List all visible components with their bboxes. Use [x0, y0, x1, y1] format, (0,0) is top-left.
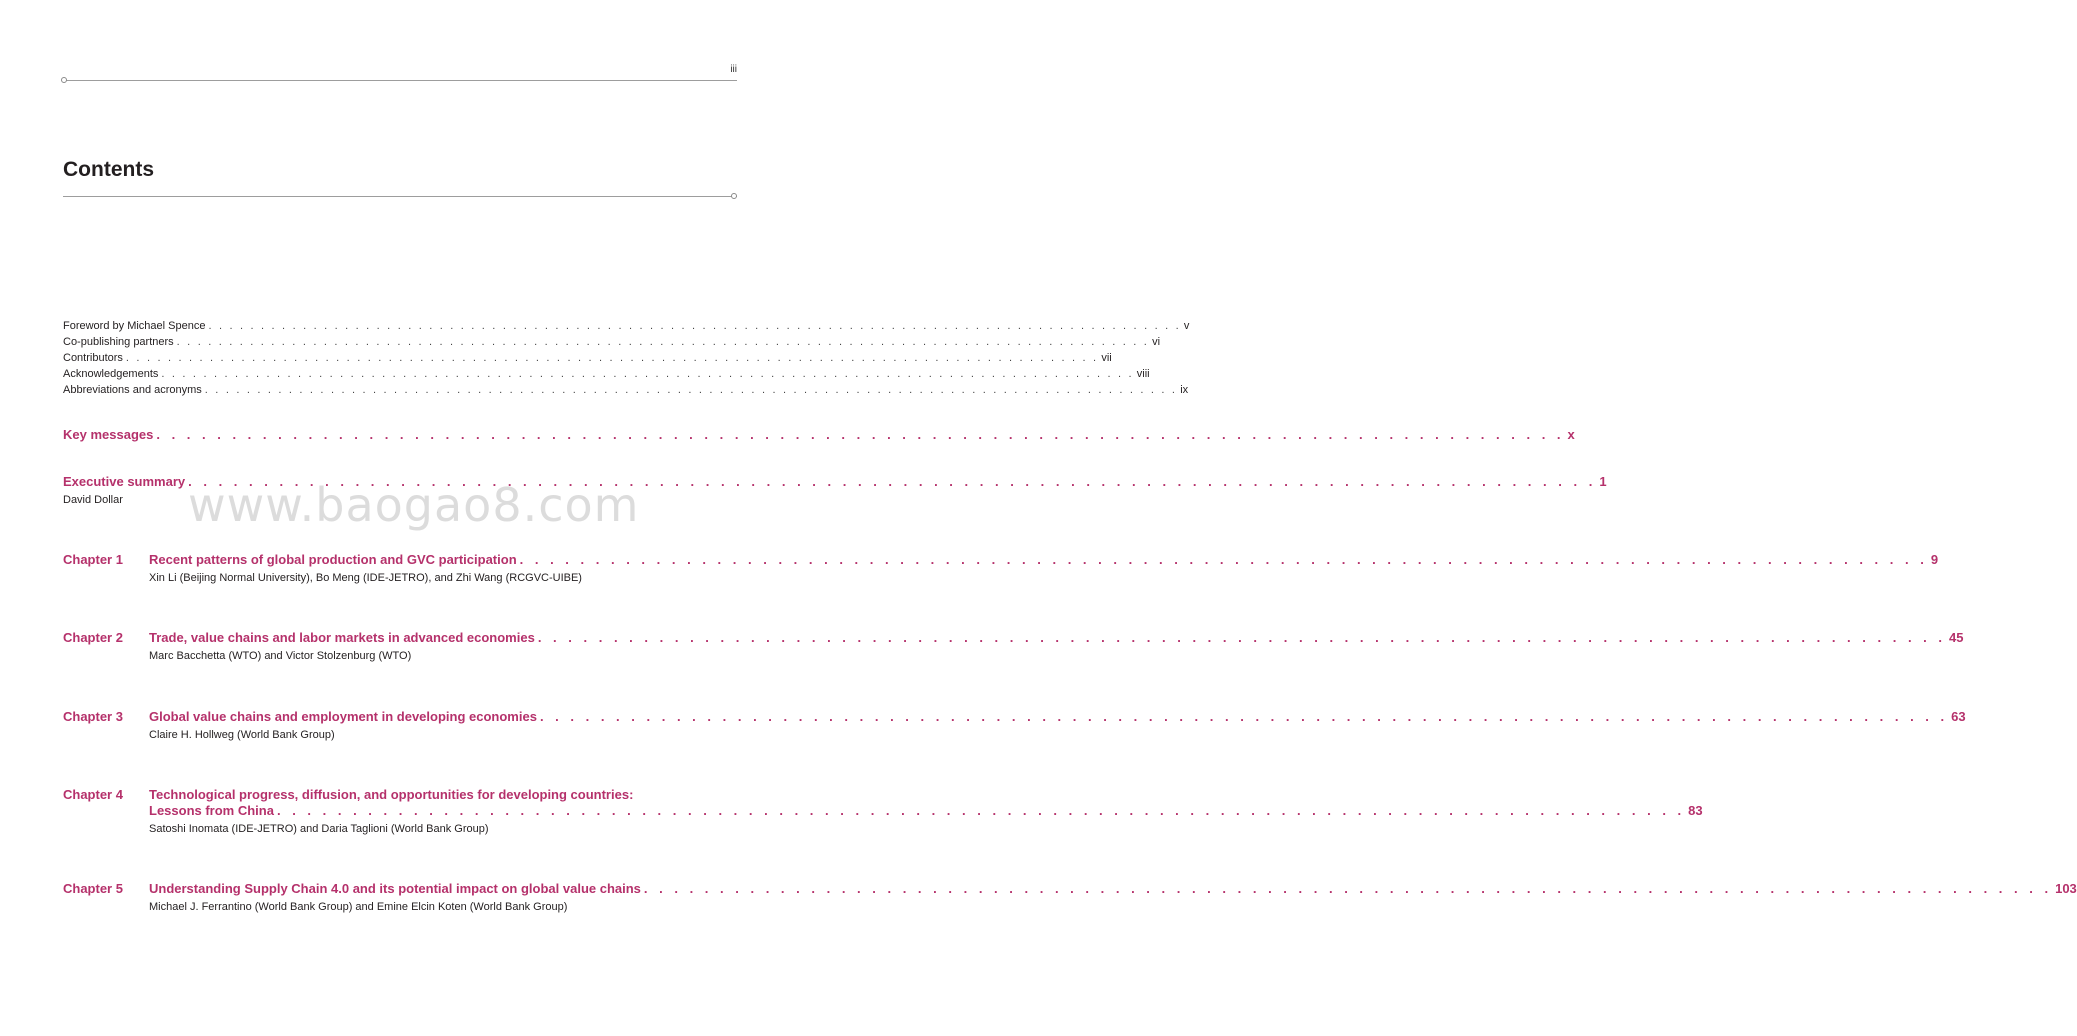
chapter-label: Chapter 1 [63, 552, 123, 567]
toc-entry-page: vi [1152, 336, 1161, 348]
toc-entry-label: Contributors [63, 352, 123, 364]
toc-section-page: 1 [1599, 474, 1607, 489]
page-title: Contents [63, 158, 154, 181]
toc-leader: . . . . . . . . . . . . . . . . . . . . . . . . . . . . . . . . . . . . . . . . . . . . . . . . . . . . . . . . . . . . . . . . . . . . . . . . . . . . . . . . . . . . . . . . . . . . . [276, 803, 1686, 818]
toc-chapter-2[interactable] [63, 630, 1964, 664]
toc-leader: . . . . . . . . . . . . . . . . . . . . . . . . . . . . . . . . . . . . . . . . . . . . . . . . . . . . . . . . . . . . . . . . . . . . . . . . . . . . . . . . . . . . . . . . . . . . . [537, 630, 1947, 645]
page-number: iii [730, 64, 737, 75]
toc-section-author: David Dollar [63, 494, 123, 506]
toc-section-label: Executive summary [63, 474, 186, 489]
toc-entry-foreword[interactable] [63, 318, 1190, 334]
title-rule [63, 196, 737, 197]
toc-entry-acknowledgements[interactable] [63, 366, 1150, 382]
header-rule-end-dot [61, 77, 67, 83]
toc-entry-page: vii [1101, 352, 1112, 364]
toc-leader: . . . . . . . . . . . . . . . . . . . . . . . . . . . . . . . . . . . . . . . . . . . . . . . . . . . . . . . . . . . . . . . . . . . . . . . . . . . . . . . . . . . . . . . . . . . . . [204, 384, 1178, 396]
chapter-title: Recent patterns of global production and GVC participation [149, 552, 517, 567]
chapter-authors: Claire H. Hollweg (World Bank Group) [149, 729, 335, 741]
toc-chapter-5[interactable] [63, 881, 2077, 915]
chapter-label: Chapter 2 [63, 630, 123, 645]
toc-section-label: Key messages [63, 427, 154, 442]
chapter-title: Global value chains and employment in developing economies [149, 709, 537, 724]
chapter-authors: Satoshi Inomata (IDE-JETRO) and Daria Taglioni (World Bank Group) [149, 823, 489, 835]
toc-leader: . . . . . . . . . . . . . . . . . . . . . . . . . . . . . . . . . . . . . . . . . . . . . . . . . . . . . . . . . . . . . . . . . . . . . . . . . . . . . . . . . . . . . . . . . . . . . [519, 552, 1928, 567]
chapter-title: Technological progress, diffusion, and opportunities for developing countries: [149, 787, 634, 802]
toc-chapter-3[interactable] [63, 709, 1966, 743]
chapter-title-continued: Lessons from China [149, 803, 274, 818]
front-matter-list [63, 318, 1190, 398]
toc-entry-label: Foreword by Michael Spence [63, 320, 206, 332]
chapter-page: 103 [2055, 881, 2077, 896]
chapter-title: Understanding Supply Chain 4.0 and its potential impact on global value chains [149, 881, 641, 896]
toc-leader: . . . . . . . . . . . . . . . . . . . . . . . . . . . . . . . . . . . . . . . . . . . . . . . . . . . . . . . . . . . . . . . . . . . . . . . . . . . . . . . . . . . . . . . . . . . . . [208, 320, 1181, 332]
toc-leader: . . . . . . . . . . . . . . . . . . . . . . . . . . . . . . . . . . . . . . . . . . . . . . . . . . . . . . . . . . . . . . . . . . . . . . . . . . . . . . . . . . . . . . . . . . . . . [643, 881, 2053, 896]
chapter-page: 45 [1949, 630, 1964, 645]
toc-leader: . . . . . . . . . . . . . . . . . . . . . . . . . . . . . . . . . . . . . . . . . . . . . . . . . . . . . . . . . . . . . . . . . . . . . . . . . . . . . . . . . . . . . . . . . . . . . [188, 474, 1597, 489]
toc-leader: . . . . . . . . . . . . . . . . . . . . . . . . . . . . . . . . . . . . . . . . . . . . . . . . . . . . . . . . . . . . . . . . . . . . . . . . . . . . . . . . . . . . . . . . . . . . . [539, 709, 1949, 724]
toc-entry-page: ix [1180, 384, 1189, 396]
watermark-text: www.baogao8.com [188, 478, 640, 532]
toc-entry-label: Acknowledgements [63, 368, 159, 380]
chapter-authors: Xin Li (Beijing Normal University), Bo Meng (IDE-JETRO), and Zhi Wang (RCGVC-UIBE) [149, 572, 582, 584]
toc-entry-page: viii [1136, 368, 1150, 380]
toc-section-page: x [1567, 427, 1575, 442]
toc-entry-contributors[interactable] [63, 350, 1112, 366]
chapter-label: Chapter 5 [63, 881, 123, 896]
toc-section-key-messages[interactable] [63, 427, 1575, 443]
toc-chapter-1[interactable] [63, 552, 1939, 586]
toc-leader: . . . . . . . . . . . . . . . . . . . . . . . . . . . . . . . . . . . . . . . . . . . . . . . . . . . . . . . . . . . . . . . . . . . . . . . . . . . . . . . . . . . . . . . . . . . . . [161, 368, 1134, 380]
toc-entry-co-publishing-partners[interactable] [63, 334, 1161, 350]
title-rule-end-dot [731, 193, 737, 199]
header-rule [63, 80, 737, 81]
chapter-title: Trade, value chains and labor markets in advanced economies [149, 630, 535, 645]
toc-leader: . . . . . . . . . . . . . . . . . . . . . . . . . . . . . . . . . . . . . . . . . . . . . . . . . . . . . . . . . . . . . . . . . . . . . . . . . . . . . . . . . . . . . . . . . . . . . [156, 427, 1565, 442]
chapter-page: 63 [1951, 709, 1966, 724]
toc-chapter-4[interactable] [63, 787, 1703, 837]
toc-leader: . . . . . . . . . . . . . . . . . . . . . . . . . . . . . . . . . . . . . . . . . . . . . . . . . . . . . . . . . . . . . . . . . . . . . . . . . . . . . . . . . . . . . . . . . . . . . [176, 336, 1150, 348]
chapter-label: Chapter 4 [63, 787, 123, 802]
chapter-label: Chapter 3 [63, 709, 123, 724]
toc-entry-abbreviations[interactable] [63, 382, 1189, 398]
chapter-page: 83 [1688, 803, 1703, 818]
toc-entry-label: Abbreviations and acronyms [63, 384, 202, 396]
toc-entry-page: v [1183, 320, 1190, 332]
chapter-authors: Michael J. Ferrantino (World Bank Group) and Emine Elcin Koten (World Bank Group) [149, 901, 568, 913]
toc-entry-label: Co-publishing partners [63, 336, 174, 348]
toc-leader: . . . . . . . . . . . . . . . . . . . . . . . . . . . . . . . . . . . . . . . . . . . . . . . . . . . . . . . . . . . . . . . . . . . . . . . . . . . . . . . . . . . . . . . . . . . . . [125, 352, 1099, 364]
chapter-authors: Marc Bacchetta (WTO) and Victor Stolzenburg (WTO) [149, 650, 412, 662]
chapter-page: 9 [1930, 552, 1939, 567]
